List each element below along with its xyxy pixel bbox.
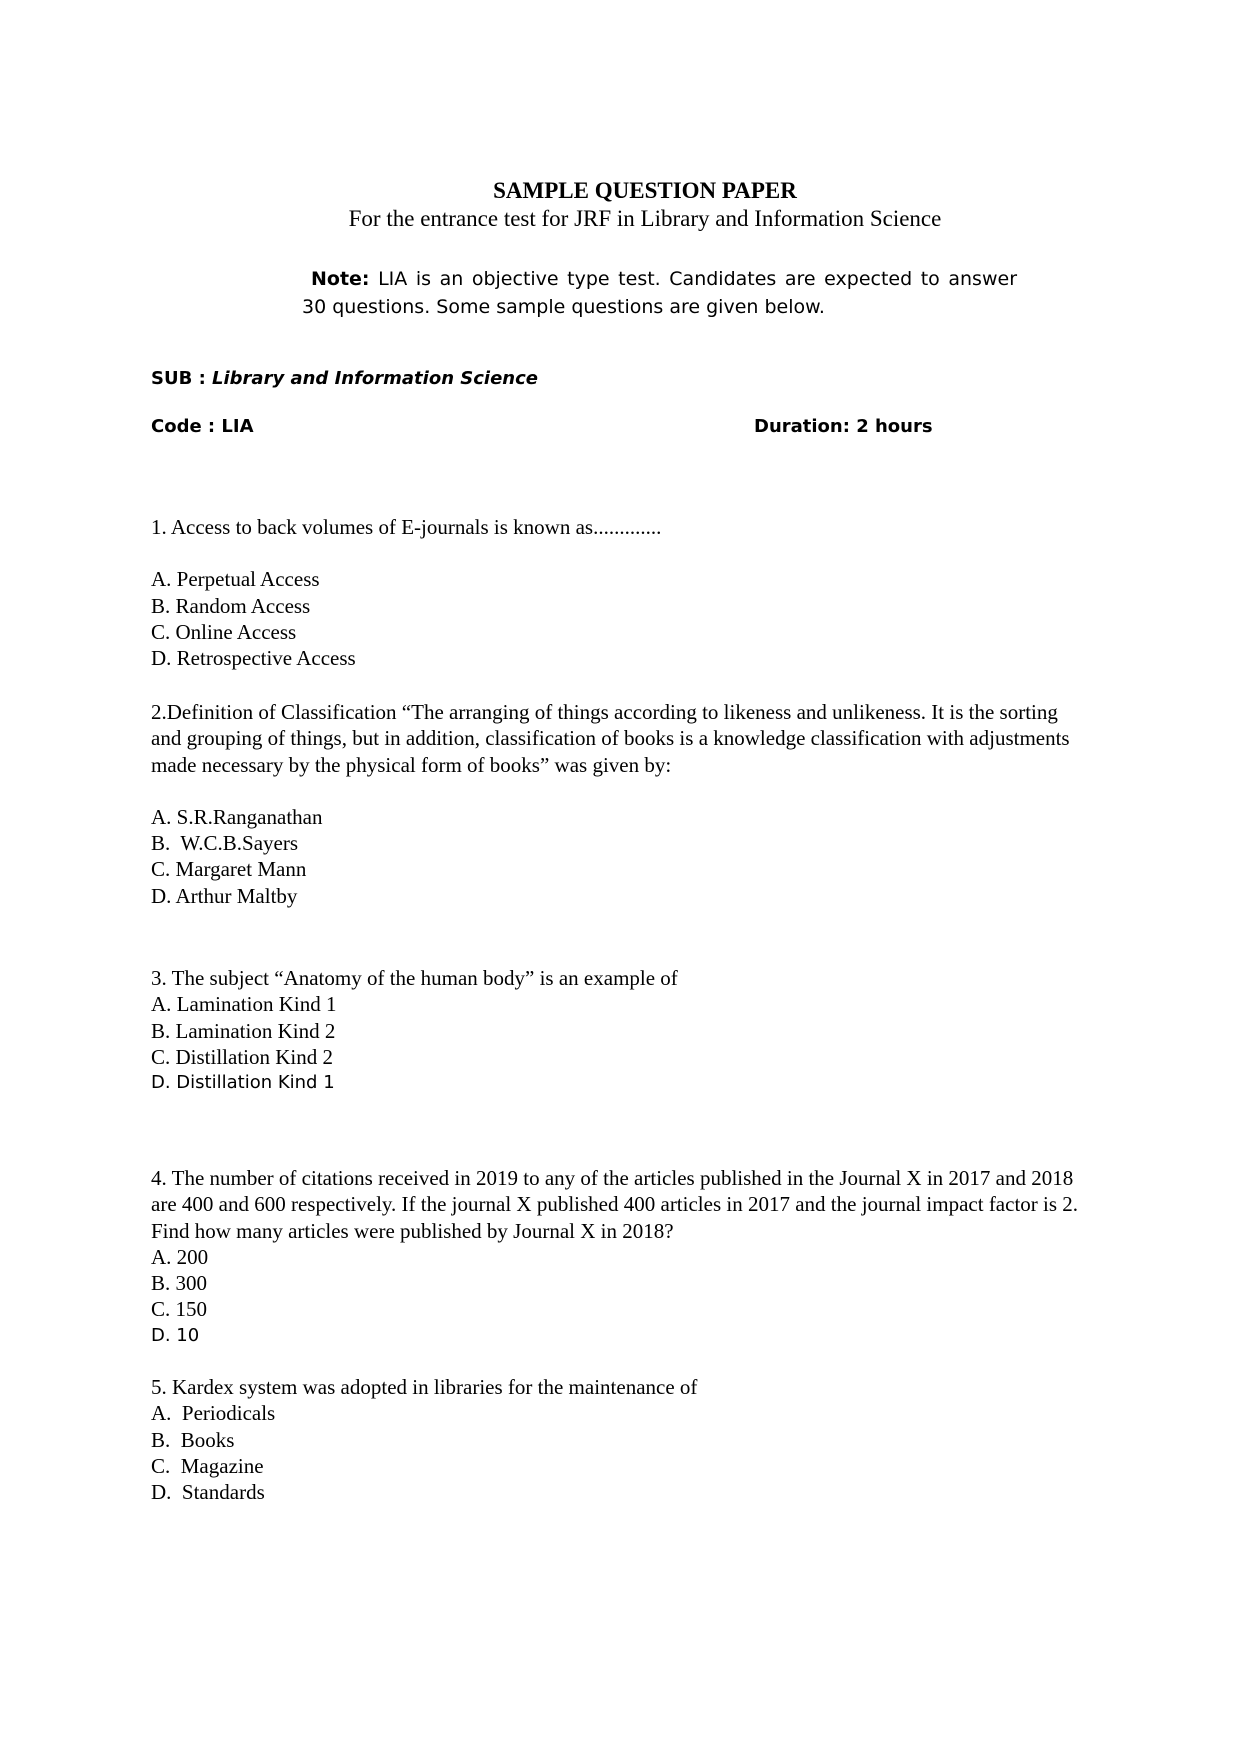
- duration-line: Duration: 2 hours: [754, 416, 933, 437]
- option-a: A. 200: [151, 1244, 209, 1269]
- question-stem: 2.Definition of Classification “The arranging of things according to likeness and unlikeness. It is the sorting and grouping of things, but in addition, classification of books is a knowledge classification with adjustments made necessary by the physical form of books” was given by:: [151, 700, 1070, 777]
- option-c: C. Margaret Mann: [151, 857, 307, 882]
- code-line: Code : LIA: [151, 416, 254, 437]
- question-1: [151, 514, 1091, 671]
- question-3: [151, 965, 1091, 1096]
- subject-label: SUB :: [151, 368, 213, 389]
- option-b: B. 300: [151, 1271, 208, 1296]
- note-label: Note:: [311, 268, 370, 290]
- option-b: B. Lamination Kind 2: [151, 1018, 336, 1043]
- option-b: B. W.C.B.Sayers: [151, 831, 299, 856]
- subject-value: Library and Information Science: [212, 368, 538, 389]
- option-c: C. 150: [151, 1297, 208, 1322]
- option-b: B. Books: [151, 1427, 235, 1452]
- option-d: D. Retrospective Access: [151, 646, 356, 671]
- option-a: A. Periodicals: [151, 1401, 276, 1426]
- option-b: B. Random Access: [151, 593, 311, 618]
- option-d: D. Standards: [151, 1480, 265, 1505]
- document-subtitle: For the entrance test for JRF in Library and Information Science: [348, 206, 942, 231]
- option-d: D. Arthur Maltby: [151, 883, 298, 908]
- option-a: A. Perpetual Access: [151, 567, 320, 592]
- question-stem: 4. The number of citations received in 2019 to any of the articles published in the Journal X in 2017 and 2018 are 400 and 600 respectively. If the journal X published 400 articles in 2017 and the journal impact factor is 2. Find how many articles were published by Journal X in 2018?: [151, 1166, 1079, 1243]
- question-5: [151, 1374, 1091, 1505]
- note-paragraph: [302, 265, 1017, 321]
- option-d: D. Distillation Kind 1: [151, 1072, 335, 1094]
- option-a: A. Lamination Kind 1: [151, 992, 337, 1017]
- question-stem: 5. Kardex system was adopted in libraries for the maintenance of: [151, 1375, 698, 1399]
- question-stem: 1. Access to back volumes of E-journals is known as.............: [151, 515, 662, 539]
- subject-line: [151, 368, 538, 389]
- document-title: SAMPLE QUESTION PAPER: [493, 178, 797, 203]
- option-c: C. Online Access: [151, 619, 297, 644]
- note-text: LIA is an objective type test. Candidates are expected to answer 30 questions. Some sample questions are given below.: [302, 268, 1017, 318]
- question-stem: 3. The subject “Anatomy of the human body” is an example of: [151, 966, 678, 990]
- option-a: A. S.R.Ranganathan: [151, 804, 323, 829]
- question-2: [151, 699, 1091, 909]
- option-c: C. Distillation Kind 2: [151, 1044, 334, 1069]
- question-4: [151, 1165, 1091, 1349]
- option-c: C. Magazine: [151, 1453, 264, 1478]
- option-d: D. 10: [151, 1324, 200, 1346]
